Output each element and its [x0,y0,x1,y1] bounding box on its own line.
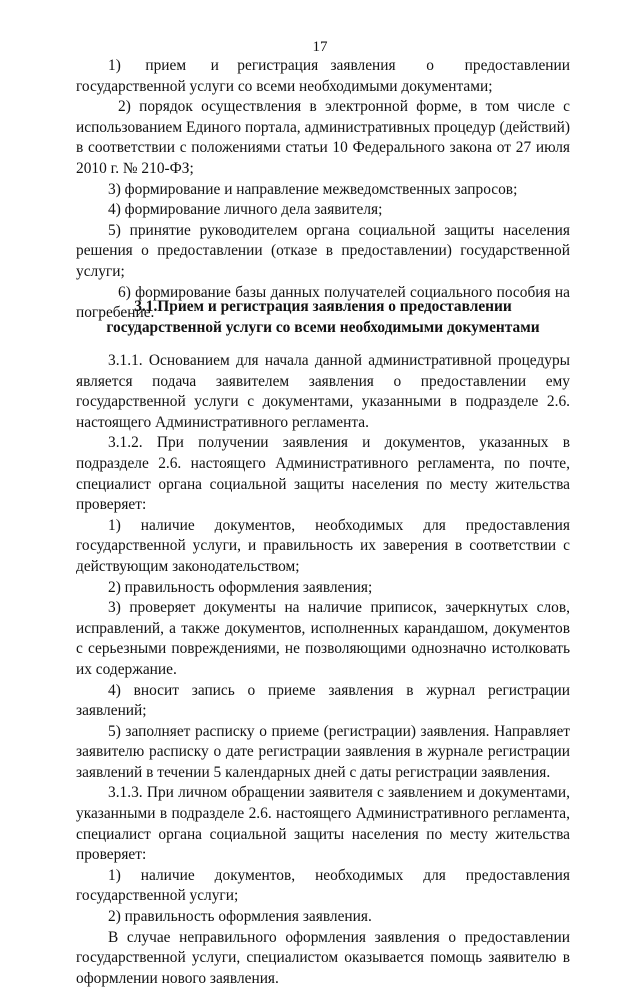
paragraph: 3) проверяет документы на наличие приписок, зачеркнутых слов, исправлений, а также документов, исполненных карандашом, документов с серьезными повреждениями, не позволяющими однозначно истолковать их содержание. [76,599,570,678]
list-item: 3) формирование и направление межведомственных запросов; [108,180,518,198]
paragraph: 1) наличие документов, необходимых для предоставления государственной услуги, и правильность их заверения в соответствии с действующим законодательством; [76,516,570,575]
section-heading [76,297,570,338]
list-item: 1) прием и регистрация заявления о предоставлении государственной услуги со всеми необходимыми документами; [76,57,570,95]
paragraph: 3.1.1. Основанием для начала данной административной процедуры является подача заявителем заявления о предоставлении ему государственной услуги с документами, указанными в подразделе 2.6. настоящего Административного регламента. [76,352,570,431]
paragraph: 1) наличие документов, необходимых для предоставления государственной услуги; [76,866,570,905]
paragraph: 3.1.2. При получении заявления и документов, указанных в подразделе 2.6. настоящего Административного регламента, по почте, специалист органа социальной защиты населения по месту жительства проверяет: [76,434,570,514]
list-item: 6) формирование базы данных получателей социального пособия на погребение. [76,283,570,322]
procedures-list [76,56,570,324]
paragraph: 2) правильность оформления заявления. [108,908,372,926]
paragraph: 2) правильность оформления заявления; [108,578,373,596]
paragraph: 5) заполняет расписку о приеме (регистрации) заявления. Направляет заявителю расписку о дате регистрации заявления в журнале регистрации заявлений в течении 5 календарных дней с даты регистрации заявления. [76,722,570,781]
paragraph: 4) вносит запись о приеме заявления в журнал регистрации заявлений; [76,681,570,720]
paragraph: 3.1.3. При личном обращении заявителя с заявлением и документами, указанными в подразделе 2.6. настоящего Административного регламента, специалист органа социальной защиты населения по месту жительства проверяет: [76,784,570,864]
paragraph: В случае неправильного оформления заявления о предоставлении государственной услуги, специалистом оказывается помощь заявителю в оформлении нового заявления. [76,928,570,987]
list-item: 2) порядок осуществления в электронной форме, в том числе с использованием Единого портала, административных процедур (действий) в соответствии с положениями статьи 10 Федерального закона от 27 июля 2010 г. № 210-ФЗ; [76,98,570,177]
list-item: 4) формирование личного дела заявителя; [108,201,383,219]
section-heading-line: государственной услуги со всеми необходимыми документами [106,318,540,336]
section-heading-line: 3.1.Прием и регистрация заявления о предоставлении [134,298,512,315]
list-item: 5) принятие руководителем органа социальной защиты населения решения о предоставлении (отказе в предоставлении) государственной услуги; [76,221,570,280]
page-number: 17 [312,39,328,55]
section-body [76,351,570,989]
